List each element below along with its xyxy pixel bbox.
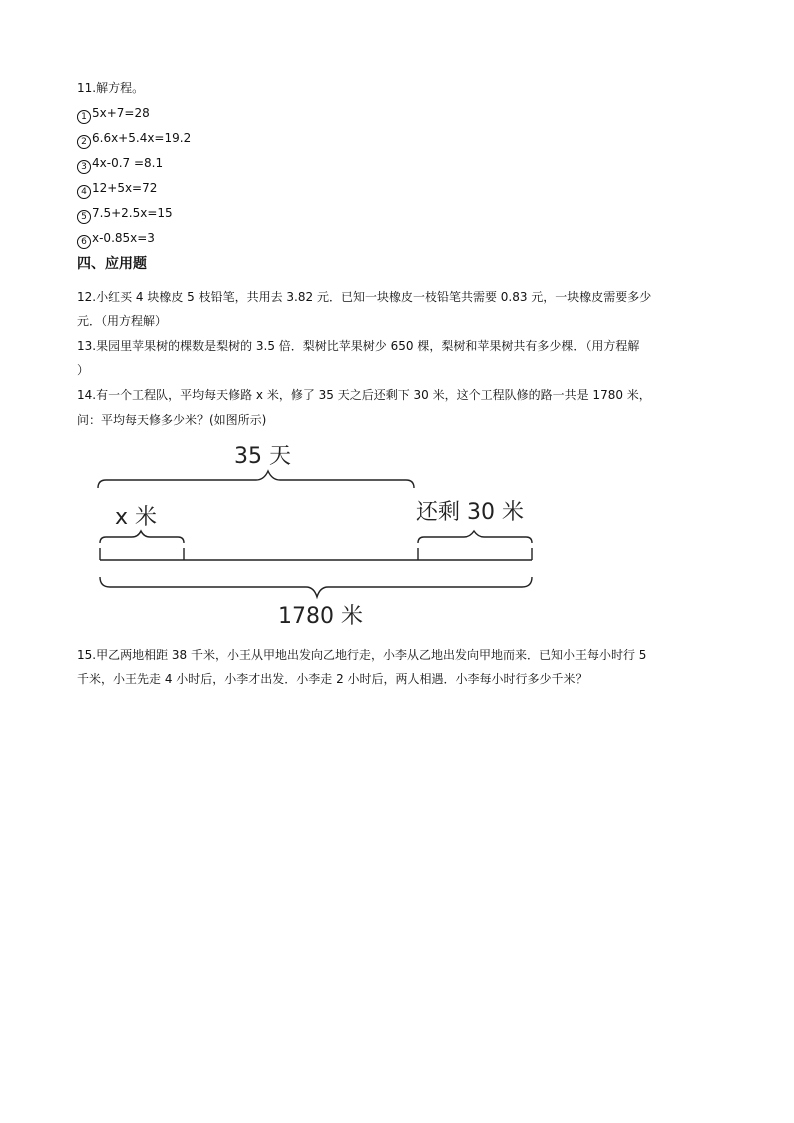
- equation-5-text: 7.5+2.5x=15: [92, 206, 173, 220]
- q12-line-1: 12.小红买 4 块橡皮 5 枝铅笔，共用去 3.82 元．已知一块橡皮一枝铅笔共需要 0.83 元，一块橡皮需要多少: [77, 290, 652, 304]
- label-remaining: 还剩 30 米: [416, 500, 524, 525]
- equation-3: [77, 155, 163, 174]
- circled-number-6: 6: [77, 235, 91, 249]
- label-total: 1780 米: [278, 604, 363, 629]
- equation-2: [77, 130, 191, 149]
- q13-line-1: 13.果园里苹果树的棵数是梨树的 3.5 倍．梨树比苹果树少 650 棵，梨树和苹果树共有多少棵．（用方程解: [77, 339, 640, 353]
- circled-number-2: 2: [77, 135, 91, 149]
- segment-diagram: [88, 437, 548, 632]
- equation-4: [77, 180, 157, 199]
- q15-line-1: 15.甲乙两地相距 38 千米，小王从甲地出发向乙地行走，小李从乙地出发向甲地而来．已知小王每小时行 5: [77, 648, 647, 662]
- brace-total: [100, 577, 532, 597]
- brace-remaining: [418, 531, 532, 543]
- brace-35-days: [98, 471, 414, 488]
- equation-1: [77, 105, 150, 124]
- q12-line-2: 元．（用方程解）: [77, 314, 168, 328]
- q14-line-2: 问：平均每天修多少米？(如图所示): [77, 413, 267, 427]
- equation-6-text: x-0.85x=3: [92, 231, 155, 245]
- section-heading: 四、应用题: [77, 256, 147, 272]
- equation-5: [77, 205, 173, 224]
- equation-4-text: 12+5x=72: [92, 181, 158, 195]
- equation-1-text: 5x+7=28: [92, 106, 150, 120]
- equation-2-text: 6.6x+5.4x=19.2: [92, 131, 192, 145]
- label-35-days: 35 天: [234, 444, 291, 469]
- circled-number-3: 3: [77, 160, 91, 174]
- q11-title: 11.解方程。: [77, 81, 145, 95]
- q15-line-2: 千米，小王先走 4 小时后，小李才出发．小李走 2 小时后，两人相遇．小李每小时行多少千米？: [77, 672, 588, 686]
- label-x-meters: x 米: [115, 505, 158, 530]
- circled-number-1: 1: [77, 110, 91, 124]
- brace-x-meters: [100, 531, 184, 543]
- q13-line-2: ）: [77, 363, 90, 377]
- equation-6: [77, 230, 155, 249]
- circled-number-5: 5: [77, 210, 91, 224]
- q14-line-1: 14.有一个工程队，平均每天修路 x 米，修了 35 天之后还剩下 30 米，这个工程队修的路一共是 1780 米，: [77, 388, 651, 402]
- circled-number-4: 4: [77, 185, 91, 199]
- equation-3-text: 4x-0.7 =8.1: [92, 156, 164, 170]
